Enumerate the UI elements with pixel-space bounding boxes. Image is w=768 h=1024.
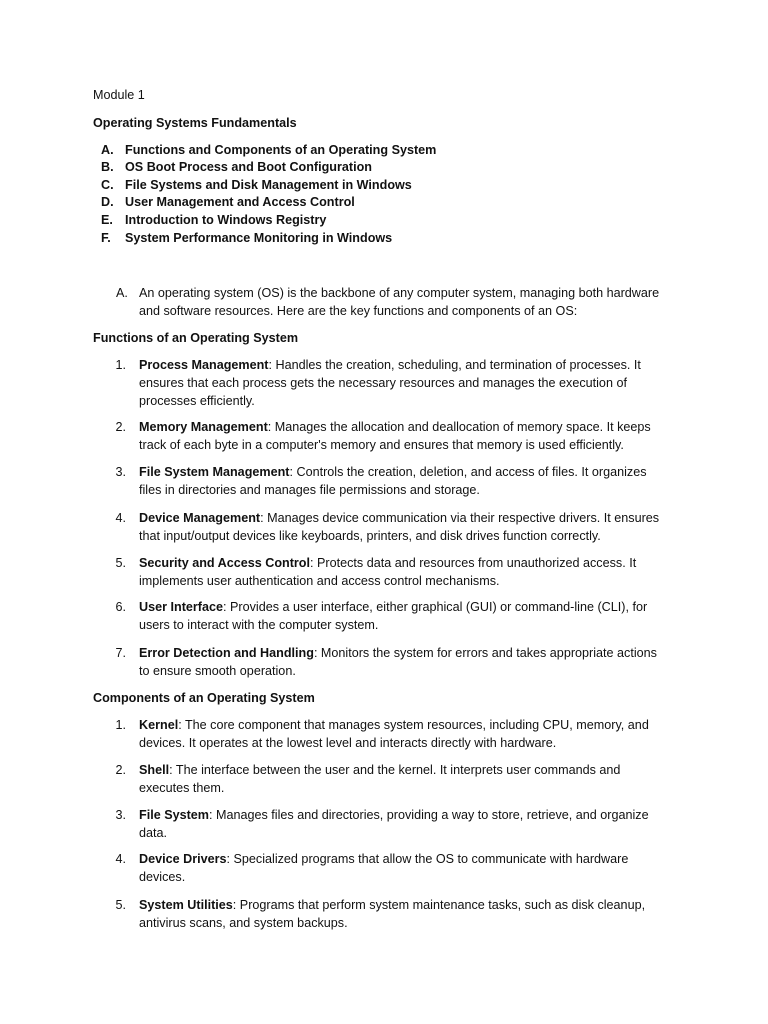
item-text: : Handles the creation, scheduling, and termination of processes. It (268, 358, 641, 372)
item-text: : Manages the allocation and deallocation of memory space. It keeps (267, 420, 651, 434)
toc-item: System Performance Monitoring in Windows (125, 231, 393, 245)
toc-marker: F. (101, 231, 111, 245)
item-term: Device Management (139, 511, 261, 525)
module-label: Module 1 (93, 88, 145, 102)
components-heading: Components of an Operating System (93, 691, 315, 705)
list-number: 4. (115, 852, 126, 866)
intro-marker: A. (116, 286, 128, 300)
list-item (139, 356, 699, 410)
item-text: data. (139, 826, 168, 840)
toc-marker: B. (101, 160, 114, 174)
item-term: Process Management (139, 358, 269, 372)
item-text: processes efficiently. (139, 394, 255, 408)
list-item (139, 850, 699, 886)
list-number: 3. (115, 808, 126, 822)
item-term: Memory Management (139, 420, 268, 434)
item-term: File System (139, 808, 209, 822)
list-number: 2. (115, 763, 126, 777)
item-term: Kernel (139, 718, 179, 732)
list-number: 7. (115, 646, 126, 660)
list-number: 1. (115, 358, 126, 372)
toc-item: File Systems and Disk Management in Windows (125, 178, 412, 192)
toc-marker: E. (101, 213, 113, 227)
item-text: ensures that each process gets the necessary resources and manages the execution of (139, 376, 627, 390)
toc-marker: D. (101, 195, 114, 209)
item-text: to ensure smooth operation. (139, 664, 296, 678)
item-term: Device Drivers (139, 852, 227, 866)
item-text: users to interact with the computer system. (139, 618, 379, 632)
item-text: : Monitors the system for errors and takes appropriate actions (313, 646, 657, 660)
toc-item: Introduction to Windows Registry (125, 213, 327, 227)
intro-paragraph (139, 284, 699, 320)
item-term: System Utilities (139, 898, 233, 912)
toc-marker: C. (101, 178, 114, 192)
list-number: 4. (115, 511, 126, 525)
toc-item: Functions and Components of an Operating System (125, 143, 437, 157)
item-text: : Programs that perform system maintenance tasks, such as disk cleanup, (232, 898, 646, 912)
list-number: 3. (115, 465, 126, 479)
item-text: : Manages files and directories, providing a way to store, retrieve, and organize (209, 808, 649, 822)
item-text: antivirus scans, and system backups. (139, 916, 348, 930)
item-text: executes them. (139, 781, 225, 795)
item-text: implements user authentication and access control mechanisms. (139, 574, 500, 588)
item-text: devices. (139, 870, 186, 884)
item-text: : The interface between the user and the kernel. It interprets user commands and (169, 763, 621, 777)
toc-marker: A. (101, 143, 114, 157)
list-number: 1. (115, 718, 126, 732)
list-item (139, 761, 699, 797)
list-item (139, 418, 699, 454)
toc-item: User Management and Access Control (125, 195, 355, 209)
list-item (139, 554, 699, 590)
list-number: 5. (115, 556, 126, 570)
item-text: : Specialized programs that allow the OS to communicate with hardware (226, 852, 629, 866)
list-number: 5. (115, 898, 126, 912)
item-text: : Protects data and resources from unauthorized access. It (310, 556, 637, 570)
list-item (139, 463, 699, 499)
item-text: track of each byte in a computer's memory and ensures that memory is used efficiently. (139, 438, 624, 452)
item-text: : The core component that manages system resources, including CPU, memory, and (178, 718, 649, 732)
item-text: : Controls the creation, deletion, and access of files. It organizes (289, 465, 647, 479)
functions-heading: Functions of an Operating System (93, 331, 299, 345)
item-term: File System Management (139, 465, 290, 479)
item-text: that input/output devices like keyboards, printers, and disk drives function correctly. (139, 529, 601, 543)
list-item (139, 716, 699, 752)
list-item (139, 509, 699, 545)
list-number: 2. (115, 420, 126, 434)
list-item (139, 896, 699, 932)
list-item (139, 806, 699, 842)
item-term: Shell (139, 763, 170, 777)
list-item (139, 598, 699, 634)
toc-item: OS Boot Process and Boot Configuration (125, 160, 372, 174)
list-item (139, 644, 699, 680)
item-text: : Provides a user interface, either graphical (GUI) or command-line (CLI), for (223, 600, 648, 614)
course-title: Operating Systems Fundamentals (93, 116, 297, 130)
list-number: 6. (115, 600, 126, 614)
item-term: Security and Access Control (139, 556, 310, 570)
item-term: User Interface (139, 600, 223, 614)
item-text: devices. It operates at the lowest level and interacts directly with hardware. (139, 736, 557, 750)
item-text: files in directories and manages file permissions and storage. (139, 483, 480, 497)
item-text: : Manages device communication via their respective drivers. It ensures (260, 511, 660, 525)
item-term: Error Detection and Handling (139, 646, 314, 660)
intro-line: An operating system (OS) is the backbone of any computer system, managing both hardware (139, 286, 660, 300)
intro-line: and software resources. Here are the key functions and components of an OS: (139, 304, 578, 318)
